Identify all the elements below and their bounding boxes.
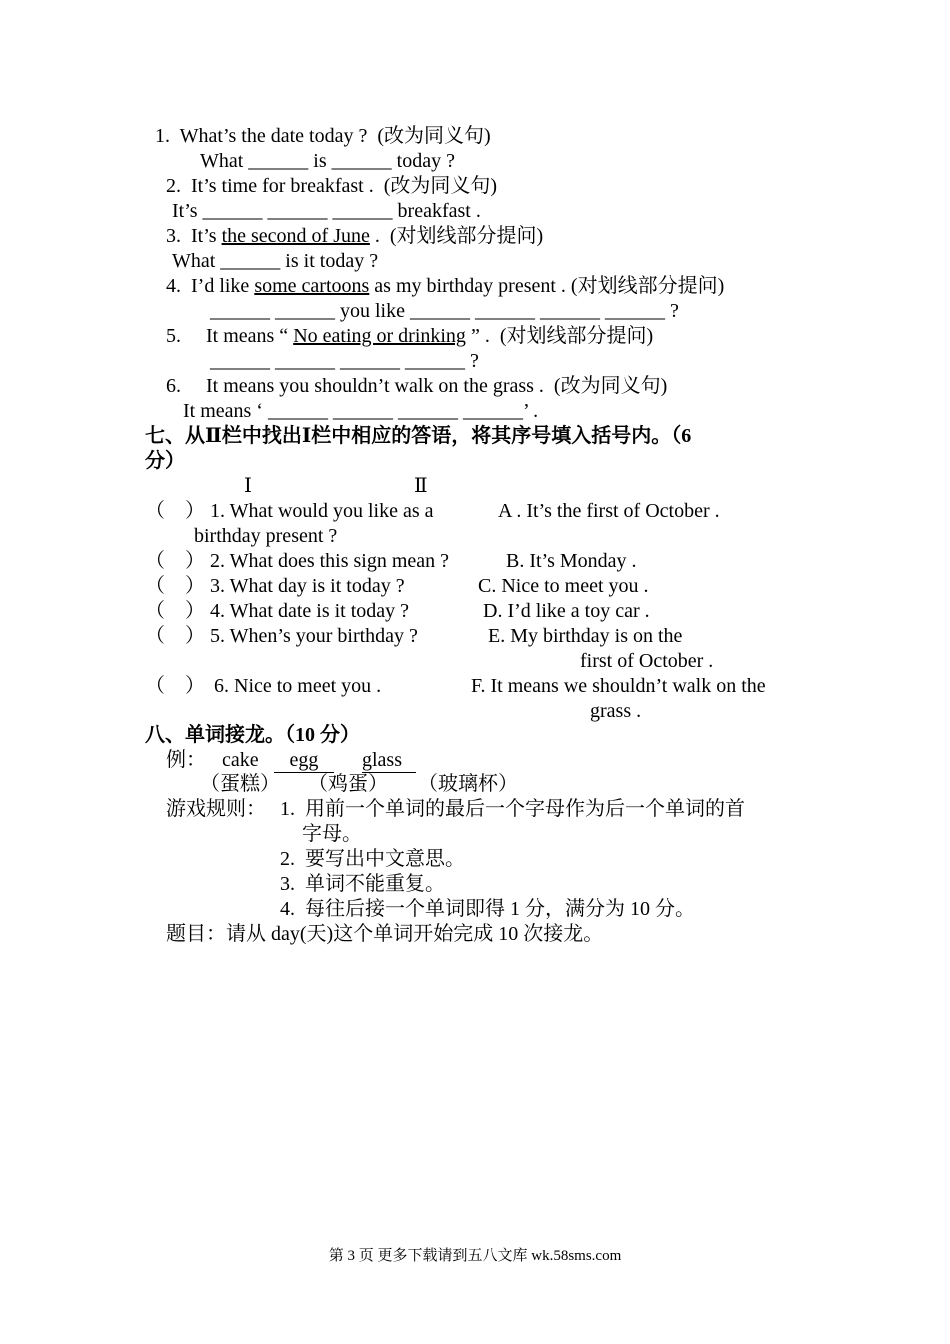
question-text: It means “ [206,325,289,347]
rule-text: 用前一个单词的最后一个字母作为后一个单词的首 [305,798,745,820]
question-3 [166,224,543,249]
rule-3 [280,872,445,897]
rule-4 [280,897,695,922]
match-question-2: 2. What does this sign mean ? [210,550,450,572]
answer-line-2: It’s ______ ______ ______ breakfast . [172,200,481,222]
question-number: 3. [166,225,181,247]
question-number: 1. [155,125,170,147]
question-text: It means you shouldn’t walk on the grass . [206,375,544,397]
answer-bracket[interactable]: （ ） [145,600,205,622]
answer-bracket[interactable]: （ ） [145,675,205,697]
example-meaning-3: （玻璃杯） [418,773,518,795]
example-word-2: egg [274,748,334,773]
example-meaning-2: （鸡蛋） [308,773,388,795]
answer-bracket[interactable]: （ ） [145,625,205,647]
question-text: It’s time for breakfast . [191,175,374,197]
rule-text: 单词不能重复。 [305,873,445,895]
match-answer-a: A . It’s the first of October . [498,500,720,522]
instruction: (改为同义句) [377,125,491,147]
match-answer-e: E. My birthday is on the [488,625,683,647]
answer-line-1: What ______ is ______ today ? [200,150,455,172]
task-instruction: 题目：请从 day(天)这个单词开始完成 10 次接龙。 [166,923,604,945]
example-word-1: cake [222,749,259,771]
page-footer: 第 3 页 更多下载请到五八文库 wk.58sms.com [328,1248,622,1264]
match-answer-c: C. Nice to meet you . [478,575,649,597]
question-text: What’s the date today ? [179,125,368,147]
section-7-title: 七、从Ⅱ栏中找出Ⅰ栏中相应的答语，将其序号填入括号内。（6 [145,425,692,447]
example-meaning-1: （蛋糕） [200,773,280,795]
match-question-5: 5. When’s your birthday ? [210,625,418,647]
answer-bracket[interactable]: （ ） [145,550,205,572]
match-answer-d: D. I’d like a toy car . [483,600,650,622]
instruction: (对划线部分提问) [499,325,654,347]
answer-line-6: It means ‘ ______ ______ ______ ______’ . [183,400,539,422]
question-number: 6. [166,375,181,397]
instruction: (改为同义句) [383,175,498,197]
rules-label: 游戏规则： [166,798,266,820]
match-question-1-cont: birthday present ? [194,525,338,547]
section-8-title: 八、单词接龙。（10 分） [145,724,360,746]
question-1 [155,124,491,149]
question-6 [166,374,667,399]
example-label: 例： [166,749,206,771]
question-text: I’d like [191,275,250,297]
question-number: 2. [166,175,181,197]
rule-number: 4. [280,898,295,920]
rule-number: 2. [280,848,295,870]
rule-number: 1. [280,798,295,820]
match-answer-f-cont: grass . [590,700,642,722]
match-question-6: 6. Nice to meet you . [214,675,382,697]
column-1-header: Ⅰ [244,475,252,497]
question-text: ” . [470,325,490,347]
answer-bracket[interactable]: （ ） [145,500,205,522]
column-2-header: Ⅱ [414,475,428,497]
instruction: (改为同义句) [553,375,668,397]
example-word-3: glass [362,748,416,773]
answer-line-3: What ______ is it today ? [172,250,379,272]
question-text: It’s [191,225,217,247]
instruction: (对划线部分提问) [570,275,725,297]
underlined-phrase: No eating or drinking [293,325,466,347]
instruction: (对划线部分提问) [389,225,544,247]
rule-text: 每往后接一个单词即得 1 分，满分为 10 分。 [305,898,695,920]
match-answer-f: F. It means we shouldn’t walk on the [471,675,766,697]
answer-line-4: ______ ______ you like ______ ______ ______ ______ ? [210,300,679,322]
question-text: . [374,225,380,247]
rule-1-cont: 字母。 [302,823,362,845]
underlined-phrase: some cartoons [254,275,370,297]
question-2 [166,174,497,199]
underlined-phrase: the second of June [221,225,370,247]
question-5 [166,324,653,349]
match-question-1: 1. What would you like as a [210,500,434,522]
match-question-4: 4. What date is it today ? [210,600,410,622]
rule-number: 3. [280,873,295,895]
rule-2 [280,847,465,872]
answer-bracket[interactable]: （ ） [145,575,205,597]
rule-text: 要写出中文意思。 [305,848,465,870]
question-4 [166,274,724,299]
match-answer-b: B. It’s Monday . [506,550,637,572]
answer-line-5: ______ ______ ______ ______ ? [210,350,479,372]
match-question-3: 3. What day is it today ? [210,575,405,597]
question-text: as my birthday present . [374,275,566,297]
question-number: 5. [166,325,181,347]
question-number: 4. [166,275,181,297]
section-7-title-cont: 分） [145,450,185,472]
match-answer-e-cont: first of October . [580,650,714,672]
rule-1 [280,797,745,822]
